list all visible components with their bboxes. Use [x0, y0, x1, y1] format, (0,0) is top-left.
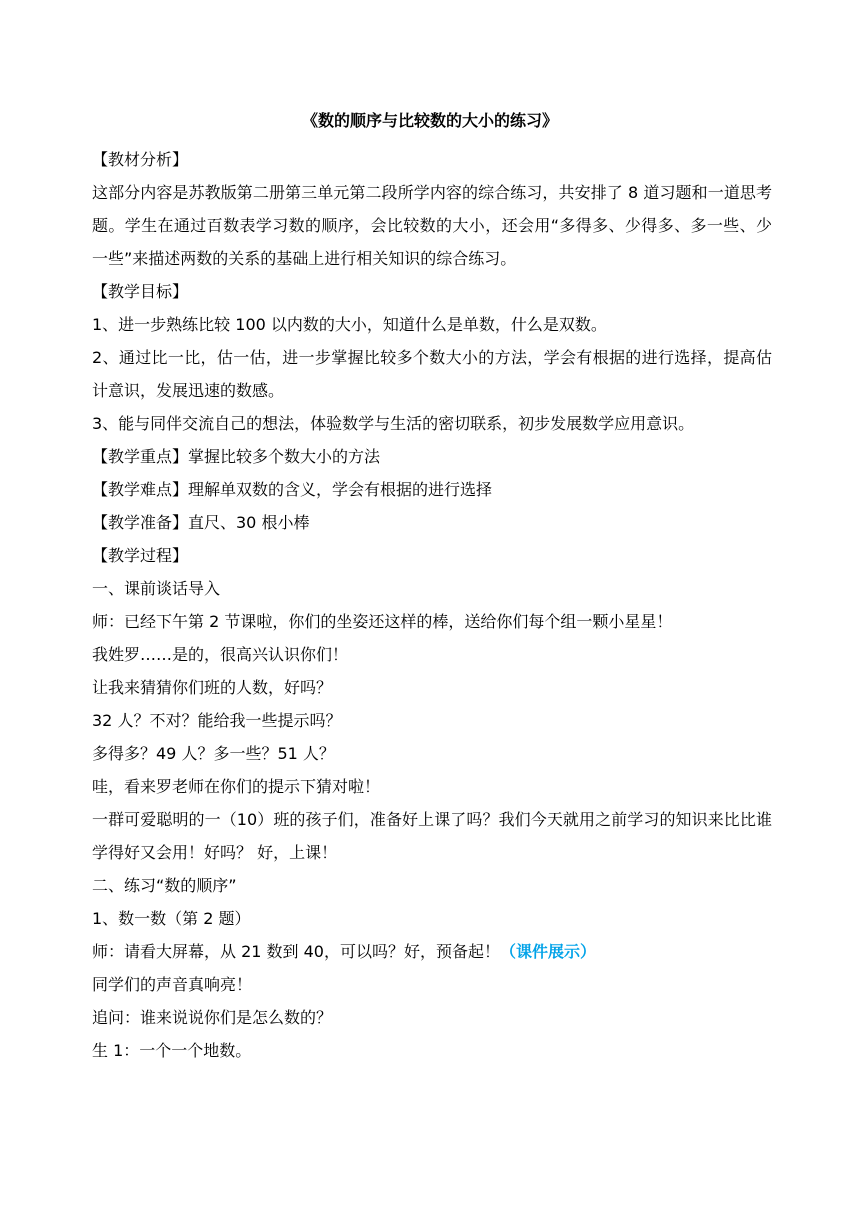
section-heading-goals: 【教学目标】 [92, 282, 189, 301]
key-point: 【教学重点】掌握比较多个数大小的方法 [92, 447, 381, 466]
difficult-point: 【教学难点】理解单双数的含义，学会有根据的进行选择 [92, 480, 493, 499]
section-heading-process: 【教学过程】 [92, 546, 189, 565]
exercise-heading: 1、数一数（第 2 题） [92, 909, 251, 928]
document-body [92, 143, 772, 1067]
dialogue-text: 师：请看大屏幕，从 21 数到 40，可以吗？好，预备起！ [92, 942, 500, 961]
dialogue-line: 同学们的声音真响亮！ [92, 975, 253, 994]
goal-item-3: 3、能与同伴交流自己的想法，体验数学与生活的密切联系，初步发展数学应用意识。 [92, 414, 695, 433]
analysis-paragraph: 这部分内容是苏教版第二册第三单元第二段所学内容的综合练习，共安排了 8 道习题和一道思考题。学生在通过百数表学习数的顺序，会比较数的大小，还会用“多得多、少得多、多一些、少一些”来描述两数的关系的基础上进行相关知识的综合练习。 [92, 183, 772, 268]
goal-item-2: 2、通过比一比，估一估，进一步掌握比较多个数大小的方法，学会有根据的进行选择，提高估计意识，发展迅速的数感。 [92, 348, 772, 400]
dialogue-line: 哇，看来罗老师在你们的提示下猜对啦！ [92, 777, 381, 796]
dialogue-paragraph: 一群可爱聪明的一（10）班的孩子们，准备好上课了吗？我们今天就用之前学习的知识来比比谁学得好又会用！好吗？ 好，上课！ [92, 810, 772, 862]
dialogue-line: 我姓罗……是的，很高兴认识你们！ [92, 645, 349, 664]
dialogue-line: 师：已经下午第 2 节课啦，你们的坐姿还这样的棒，送给你们每个组一颗小星星！ [92, 612, 673, 631]
part-1-heading: 一、课前谈话导入 [92, 579, 221, 598]
dialogue-line: 生 1：一个一个地数。 [92, 1041, 252, 1060]
part-2-heading: 二、练习“数的顺序” [92, 876, 237, 895]
dialogue-line-with-note [92, 935, 772, 968]
section-heading-analysis: 【教材分析】 [92, 150, 189, 169]
dialogue-line: 让我来猜猜你们班的人数，好吗？ [92, 678, 333, 697]
dialogue-line: 追问：谁来说说你们是怎么数的？ [92, 1008, 333, 1027]
goal-item-1: 1、进一步熟练比较 100 以内数的大小，知道什么是单数，什么是双数。 [92, 315, 607, 334]
document-title: 《数的顺序与比较数的大小的练习》 [301, 111, 558, 130]
dialogue-line: 32 人？不对？能给我一些提示吗？ [92, 711, 342, 730]
dialogue-line: 多得多？49 人？多一些？51 人？ [92, 744, 335, 763]
preparation: 【教学准备】直尺、30 根小棒 [92, 513, 310, 532]
courseware-note: （课件展示） [499, 942, 596, 961]
